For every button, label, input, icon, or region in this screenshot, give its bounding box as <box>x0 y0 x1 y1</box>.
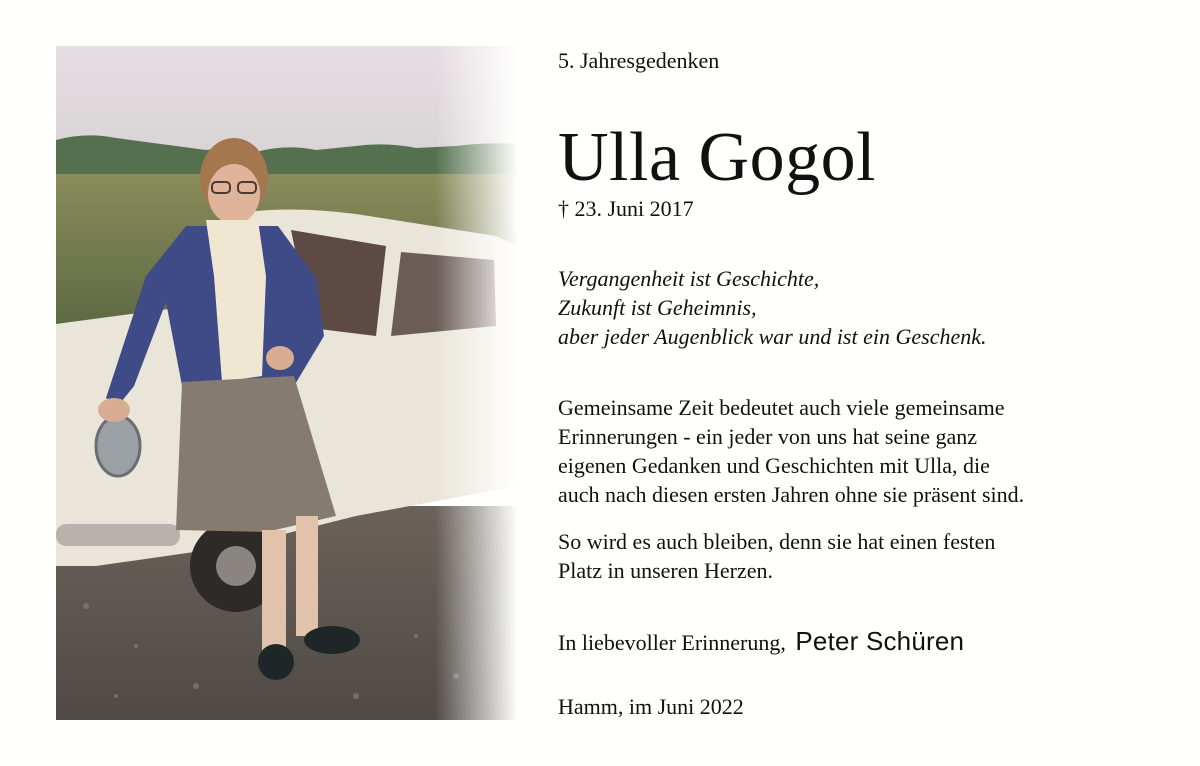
paragraph-line: eigenen Gedanken und Geschichten mit Ulla, die <box>558 453 990 478</box>
paragraph-line: Platz in unseren Herzen. <box>558 558 774 583</box>
anniversary-heading: 5. Jahresgedenken <box>558 48 720 73</box>
memorial-photo <box>56 46 518 720</box>
poem-line: aber jeder Augenblick war und ist ein Geschenk. <box>558 324 987 349</box>
signer-name: Peter Schüren <box>795 626 965 656</box>
closing-phrase: In liebevoller Erinnerung, <box>558 630 786 655</box>
paragraph-line: Gemeinsame Zeit bedeutet auch viele gemeinsame <box>558 395 1005 420</box>
deceased-name: Ulla Gogol <box>558 119 877 196</box>
poem <box>558 264 987 351</box>
paragraph-line: auch nach diesen ersten Jahren ohne sie präsent sind. <box>558 482 1025 507</box>
death-date: † 23. Juni 2017 <box>558 196 694 221</box>
signature-line <box>558 626 964 657</box>
paragraph-line: Erinnerungen - ein jeder von uns hat seine ganz <box>558 424 978 449</box>
photo-illustration <box>56 46 518 720</box>
memorial-paragraph-2 <box>558 527 995 585</box>
poem-line: Zukunft ist Geheimnis, <box>558 295 757 320</box>
poem-line: Vergangenheit ist Geschichte, <box>558 266 820 291</box>
memorial-paragraph-1 <box>558 393 1024 509</box>
place-date: Hamm, im Juni 2022 <box>558 694 744 719</box>
paragraph-line: So wird es auch bleiben, denn sie hat einen festen <box>558 529 996 554</box>
